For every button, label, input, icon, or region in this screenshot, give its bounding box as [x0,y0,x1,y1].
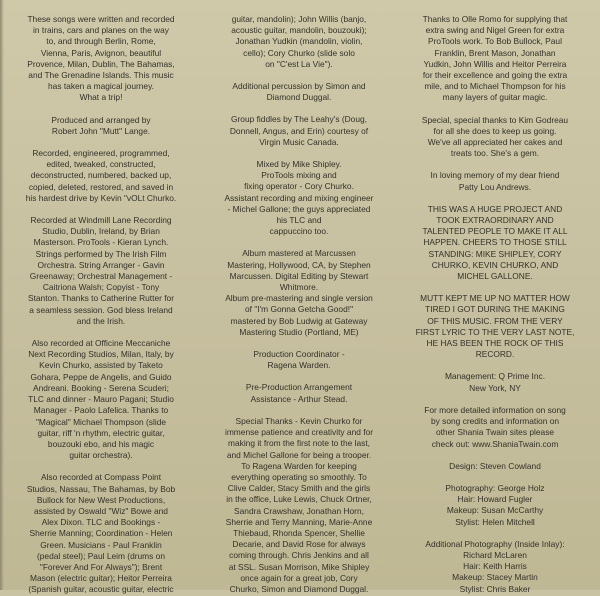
intro-paragraph: These songs were written and recorded in trains, cars and planes on the way to, and through Berlin, Rome, Vienna, Paris, Avignon, beautiful Provence, Milan, Dublin, The Bahamas, and The Grenadine Islands. This music has taken a magical journey. What a trip! [27,14,175,103]
credits-column-left [8,14,194,596]
design-credit: Design: Steven Cowland [449,460,541,471]
officine-meccaniche-credit: Also recorded at Officine Meccaniche Next Recording Studios, Milan, Italy, by Kevin Churko, assisted by Taketo Gohara, Peppe de Angelis, and Guido Andreani. Booking - Serena Scuderi; TLC and dinner - Mauro Pagani; Studio Manager - Paolo Lafelica. Thanks to "Magical" Michael Thompson (slide guitar, riff 'n rhythm, electric guitar, bouzouki ebo, and his magic guitar orchestra). [28,338,174,461]
credits-column-right [402,14,588,595]
compass-point-credit: Also recorded at Compass Point Studios, Nassau, The Bahamas, by Bob Bullock for New West Productions, assisted by Oswald "Wiz" Bowe and Alex Dixon. TLC and Bookings - Sherrie Manning; Coordination - Helen Green. Musicians - Paul Franklin (pedal steel); Paul Leim (drums on "Forever And For Always"); Brent Mason (electric guitar); Heitor Perreira (Spanish guitar, acoustic guitar, electric [26,472,176,595]
mixing-credit: Mixed by Mike Shipley. ProTools mixing and fixing operator - Cory Churko. Assistant recording and mixing engineer - Michel Gallone; the guys appreciated his TLC and cappuccino too. [224,159,374,237]
special-thanks: Special Thanks - Kevin Churko for immense patience and creativity and for making it from the first note to the last, and Michel Gallone for being a trooper. To Ragena Warden for keeping everything operating so smoothly. To Clive Calder, Stacy Smith and the girls in the office, Luke Lewis, Chuck Ortner, Sandra Crawshaw, Jonathan Horn, Sherrie and Terry Manning, Marie-Anne Thiebaud, Rhonda Spencer, Shellie Decarie, and David Rose for always coming through. Chris Jenkins and all at SSL. Susan Morrison, Mike Shipley once again for a great job, Cory Churko, Simon and Diamond Duggal. [224,415,374,594]
thanks-kim-godreau: Special, special thanks to Kim Godreau for all she does to keep us going. We've all appreciated her cakes and treats too. She's a gem. [421,114,569,159]
engineering-credit: Recorded, engineered, programmed, edited, tweaked, constructed, deconstructed, numbered, backed up, copied, deleted, restored, and saved in his hardest drive by Kevin "vOLt Churko. [25,148,177,203]
percussion-credit: Additional percussion by Simon and Diamond Duggal. [232,81,366,103]
producer-credit: Produced and arranged by Robert John "Mutt" Lange. [51,114,151,136]
windmill-lane-credit: Recorded at Windmill Lane Recording Studio, Dublin, Ireland, by Brian Masterson. ProTools - Kieran Lynch. Strings performed by The Irish Film Orchestra. String Arranger - Gavin Greenaway; Orchestral Management - Caitriona Walsh; Copyist - Tony Stanton. Thanks to Catherine Rutter for a seamless session. God bless Ireland and the Irish. [27,215,175,326]
production-coordinator-credit: Production Coordinator - Ragena Warden. [253,349,345,371]
photography-credit: Photography: George Holz Hair: Howard Fugler Makeup: Susan McCarthy Stylist: Helen Mitchell [445,482,545,527]
in-memory-dedication: In loving memory of my dear friend Patty Lou Andrews. [430,170,560,192]
project-cheers-note: THIS WAS A HUGE PROJECT AND TOOK EXTRAORDINARY AND TALENTED PEOPLE TO MAKE IT ALL HAPPEN. CHEERS TO THOSE STILL STANDING: MIKE SHIPLEY, CORY CHURKO, KEVIN CHURKO, AND MICHEL GALLONE. [422,203,568,282]
credits-column-middle [206,14,392,595]
musicians-continued: guitar, mandolin); John Willis (banjo, acoustic guitar, mandolin, bouzouki); Jonathan Yudkin (mandolin, violin, cello); Cory Churko (slide solo on "C'est La Vie"). [231,14,367,69]
management-credit: Management: Q Prime Inc. New York, NY [444,371,546,393]
thanks-musicians: Thanks to Olle Romo for supplying that extra swing and Nigel Green for extra ProTools work. To Bob Bullock, Paul Franklin, Brent Mason, Jonathan Yudkin, John Willis and Heitor Perreira for their excellence and going the extra mile, and to Michael Thompson for his many layers of guitar magic. [422,14,568,103]
additional-photography-credit: Additional Photography (Inside Inlay): Richard McLaren Hair: Keith Harris Makeup: Stacey Martin Stylist: Chris Baker [425,538,565,594]
mutt-tribute-note: MUTT KEPT ME UP NO MATTER HOW TIRED I GOT DURING THE MAKING OF THIS MUSIC. FROM THE VERY FIRST LYRIC TO THE VERY LAST NOTE, HE HAS BEEN THE ROCK OF THIS RECORD. [415,293,575,360]
fiddles-credit: Group fiddles by The Leahy's (Doug, Donnell, Angus, and Erin) courtesy of Virgin Music Canada. [229,114,369,147]
website-info: For more detailed information on song by song credits and information on other Shania Twain sites please check out: www.ShaniaTwain.com [424,404,566,449]
arrangement-assistance-credit: Pre-Production Arrangement Assistance - Arthur Stead. [245,382,353,404]
mastering-credit: Album mastered at Marcussen Mastering, Hollywood, CA, by Stephen Marcussen. Digital Editing by Stewart Whitmore. Album pre-mastering and single version of "I'm Gonna Getcha Good!" mastered by Bob Ludwig at Gateway Mastering Studio (Portland, ME) [225,248,373,337]
